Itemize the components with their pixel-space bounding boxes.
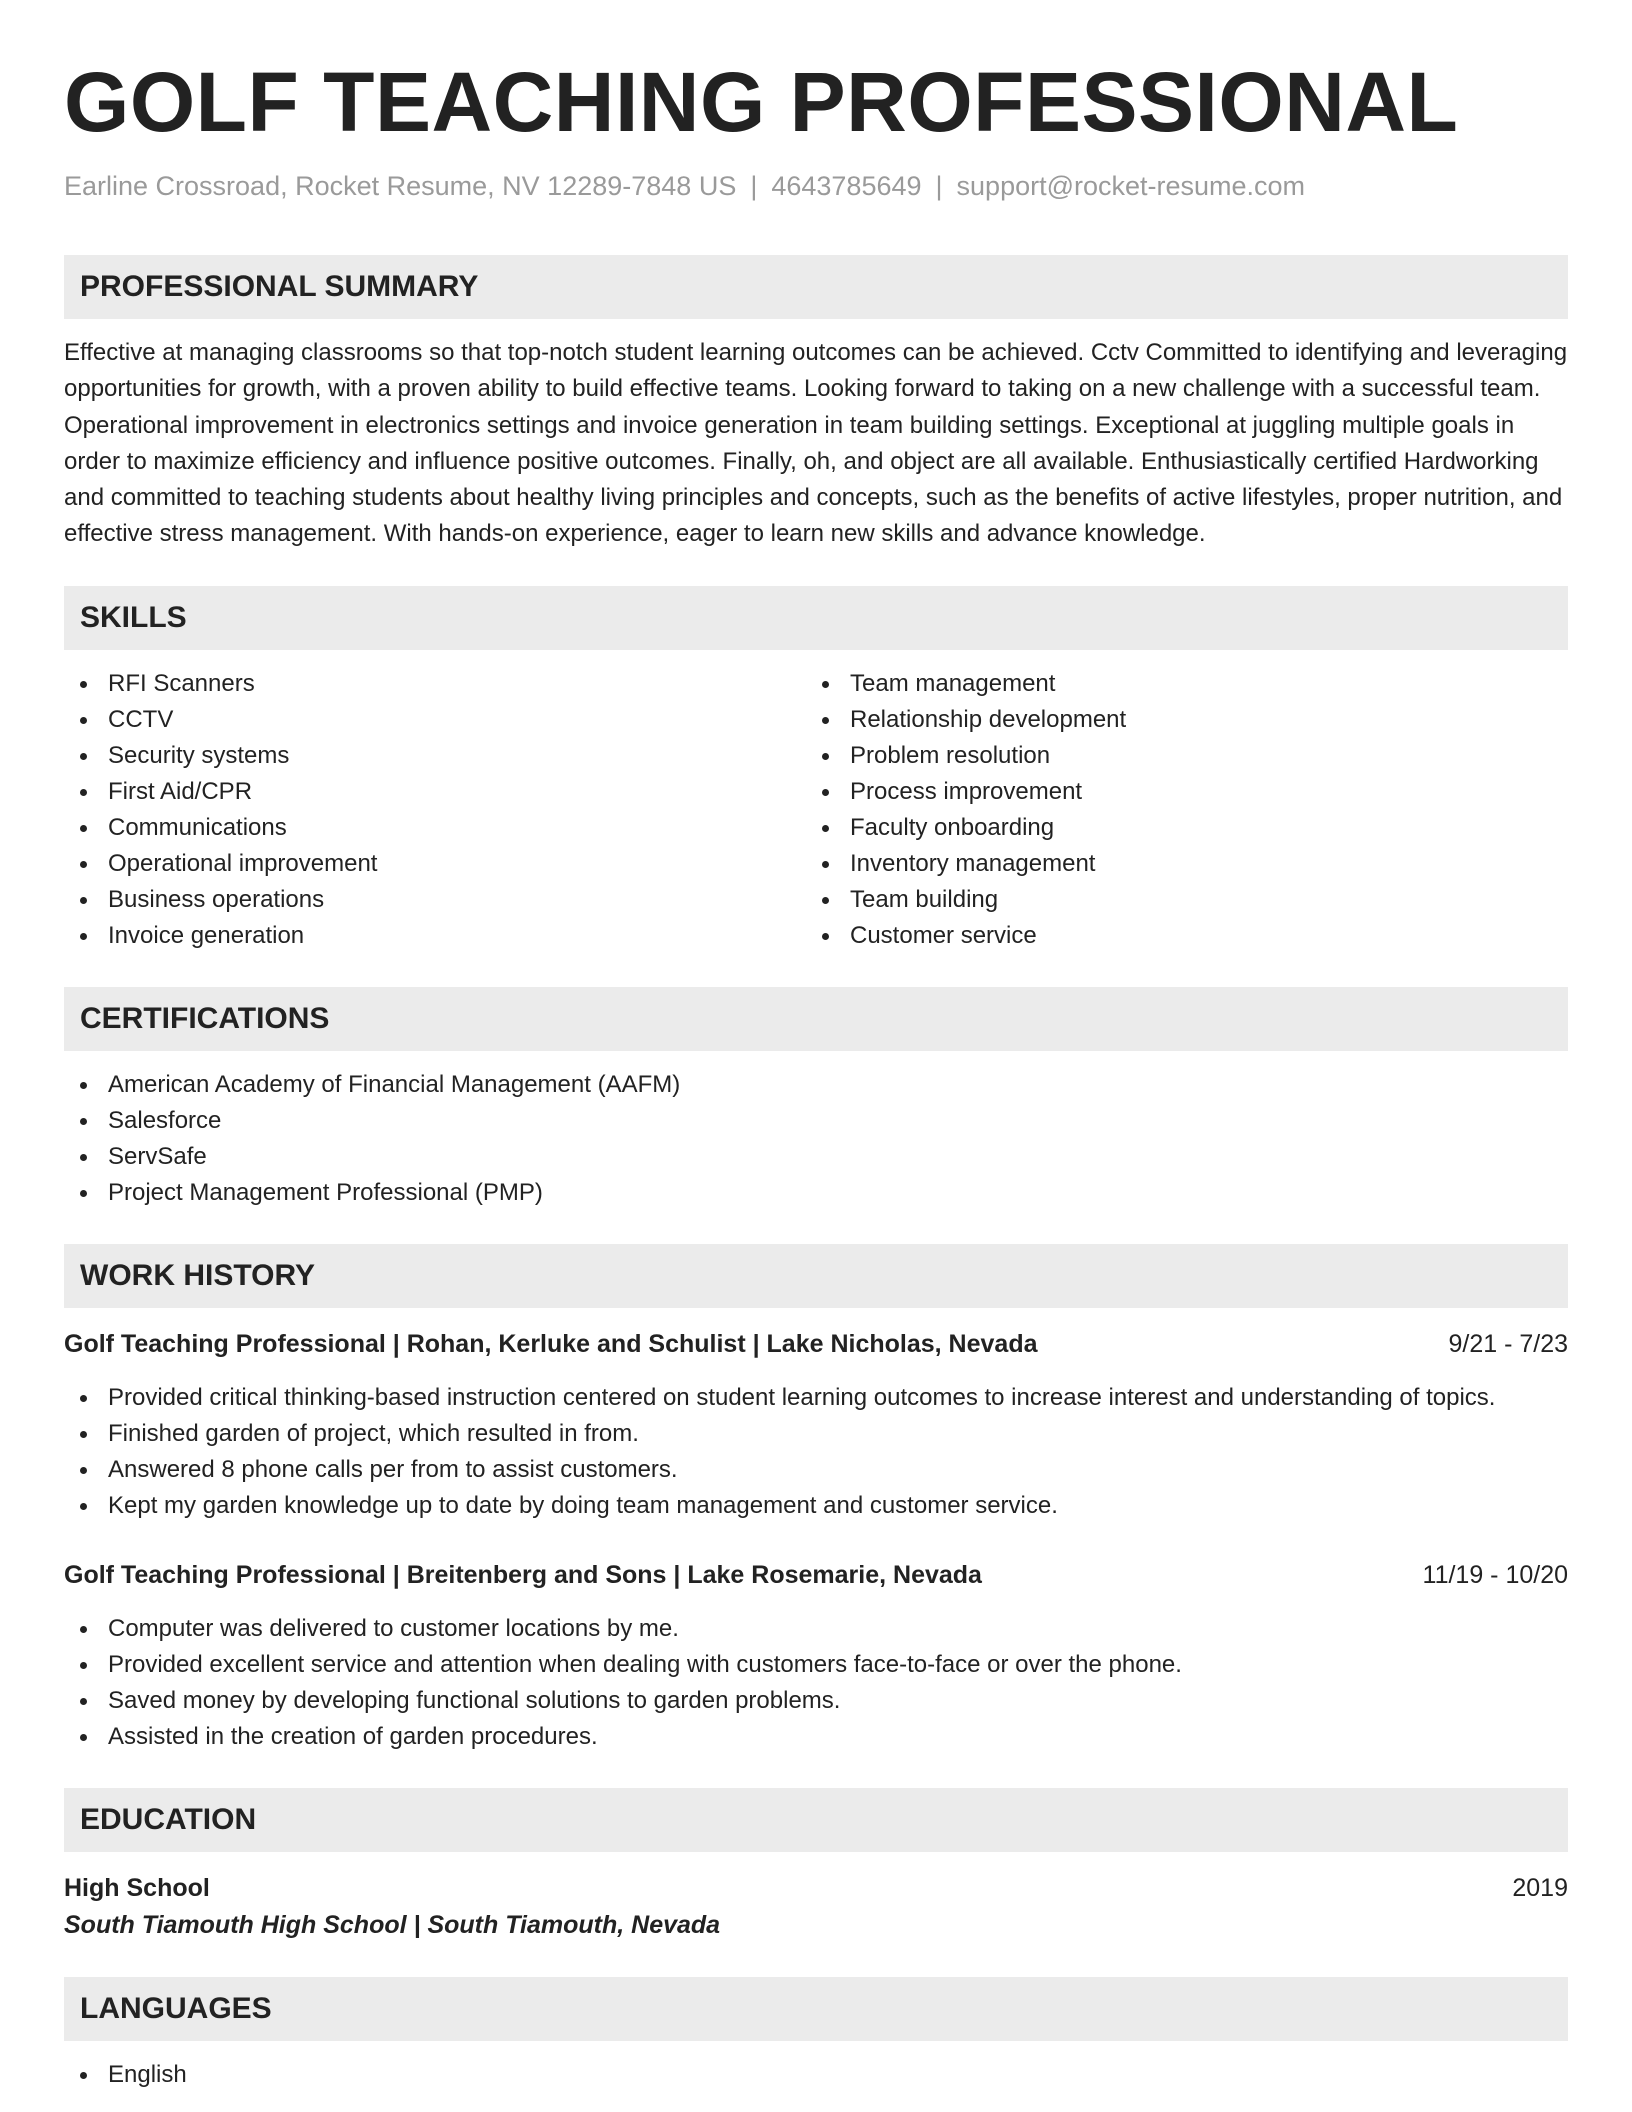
job-bullets (64, 1611, 1568, 1755)
skill-item: First Aid/CPR (64, 774, 806, 810)
job-title: Golf Teaching Professional | Breitenberg and Sons | Lake Rosemarie, Nevada (64, 1560, 982, 1589)
job-header (64, 1326, 1568, 1362)
job-title: Golf Teaching Professional | Rohan, Kerluke and Schulist | Lake Nicholas, Nevada (64, 1329, 1038, 1358)
skills-list-right (806, 666, 1548, 954)
skill-item: Inventory management (806, 846, 1548, 882)
skill-item: Team management (806, 666, 1548, 702)
job-dates: 9/21 - 7/23 (1448, 1329, 1568, 1358)
section-heading-languages: LANGUAGES (64, 1977, 1568, 2041)
education-school: South Tiamouth High School | South Tiamouth, Nevada (64, 1910, 721, 1939)
section-heading-certifications: CERTIFICATIONS (64, 987, 1568, 1051)
resume-title: GOLF TEACHING PROFESSIONAL (64, 55, 1459, 149)
job-bullet: Answered 8 phone calls per from to assist customers. (64, 1452, 1568, 1488)
skill-item: RFI Scanners (64, 666, 806, 702)
skill-item: CCTV (64, 702, 806, 738)
contact-line (64, 168, 1568, 204)
section-heading-education: EDUCATION (64, 1788, 1568, 1852)
skill-item: Invoice generation (64, 918, 806, 954)
job-bullet: Finished garden of project, which resulted in from. (64, 1416, 1568, 1452)
skill-item: Relationship development (806, 702, 1548, 738)
job-bullet: Provided excellent service and attention when dealing with customers face-to-face or over the phone. (64, 1647, 1568, 1683)
section-heading-work-history: WORK HISTORY (64, 1244, 1568, 1308)
skill-item: Faculty onboarding (806, 810, 1548, 846)
certification-item: American Academy of Financial Management (AAFM) (64, 1067, 1568, 1103)
skill-item: Operational improvement (64, 846, 806, 882)
job-bullet: Computer was delivered to customer locations by me. (64, 1611, 1568, 1647)
job-dates: 11/19 - 10/20 (1422, 1560, 1568, 1589)
education-header (64, 1870, 1568, 1906)
section-heading-skills: SKILLS (64, 586, 1568, 650)
languages-list (64, 2057, 1568, 2093)
resume-page (64, 0, 1568, 2093)
job-bullet: Provided critical thinking-based instruction centered on student learning outcomes to increase interest and understanding of topics. (64, 1380, 1568, 1416)
contact-separator: | (935, 171, 943, 201)
certification-item: Salesforce (64, 1103, 1568, 1139)
certifications-list (64, 1067, 1568, 1211)
education-degree: High School (64, 1873, 210, 1902)
skill-item: Customer service (806, 918, 1548, 954)
job-bullets (64, 1380, 1568, 1524)
certification-item: Project Management Professional (PMP) (64, 1175, 1568, 1211)
language-item: English (64, 2057, 1568, 2093)
skills-columns (64, 666, 1568, 954)
contact-separator: | (750, 171, 758, 201)
job-bullet: Saved money by developing functional solutions to garden problems. (64, 1683, 1568, 1719)
skills-list-left (64, 666, 806, 954)
job-bullet: Assisted in the creation of garden procedures. (64, 1719, 1568, 1755)
education-year: 2019 (1512, 1873, 1568, 1902)
skill-item: Problem resolution (806, 738, 1548, 774)
job-header (64, 1557, 1568, 1593)
skill-item: Communications (64, 810, 806, 846)
skill-item: Security systems (64, 738, 806, 774)
skill-item: Team building (806, 882, 1548, 918)
job-bullet: Kept my garden knowledge up to date by doing team management and customer service. (64, 1488, 1568, 1524)
skill-item: Process improvement (806, 774, 1548, 810)
contact-address: Earline Crossroad, Rocket Resume, NV 12289-7848 US (64, 171, 737, 201)
summary-text: Effective at managing classrooms so that top-notch student learning outcomes can be achieved. Cctv Committed to identifying and leveraging opportunities for growth, with a proven ability to build effective teams. Looking forward to taking on a new challenge with a successful team. Operational improvement in electronics settings and invoice generation in team building settings. Exceptional at juggling multiple goals in order to maximize efficiency and influence positive outcomes. Finally, oh, and object are all available. Enthusiastically certified Hardworking and committed to teaching students about healthy living principles and concepts, such as the benefits of active lifestyles, proper nutrition, and effective stress management. With hands-on experience, eager to learn new skills and advance knowledge. (64, 339, 1568, 548)
contact-email: support@rocket-resume.com (956, 171, 1306, 201)
section-heading-summary: PROFESSIONAL SUMMARY (64, 255, 1568, 319)
skill-item: Business operations (64, 882, 806, 918)
certification-item: ServSafe (64, 1139, 1568, 1175)
contact-phone: 4643785649 (771, 171, 922, 201)
